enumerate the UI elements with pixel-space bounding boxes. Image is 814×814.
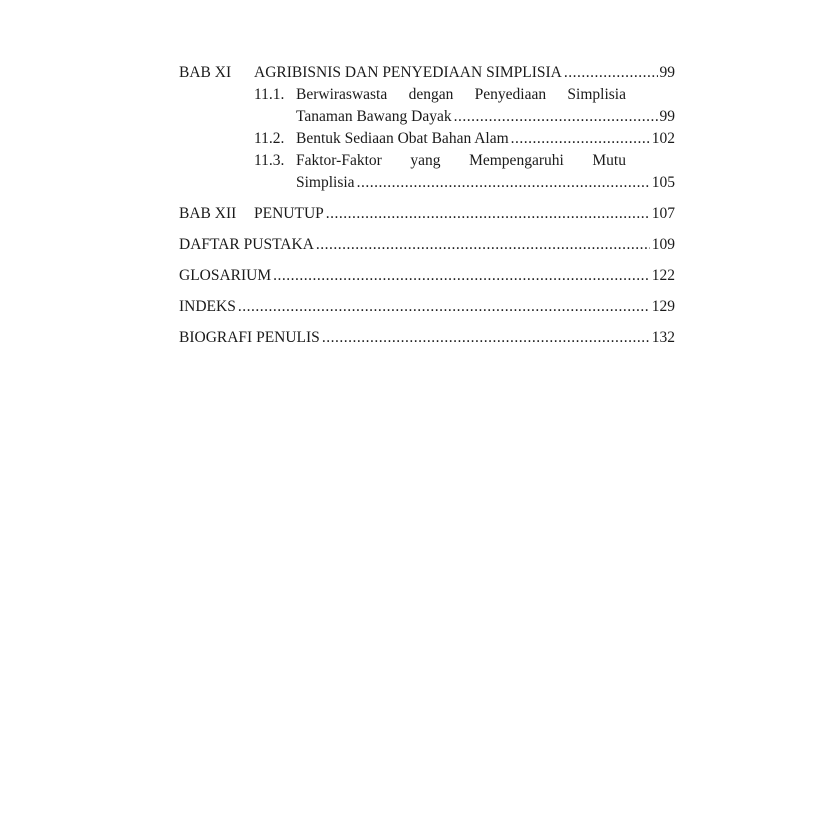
page-number: 132: [651, 329, 675, 346]
toc-entry-11-1-line1[interactable]: [179, 84, 675, 106]
page-number: 99: [659, 64, 675, 81]
dot-leader: [238, 296, 650, 318]
page-number: 122: [651, 267, 675, 284]
section-title-line2: Simplisia: [296, 174, 355, 191]
toc-entry-biografi-penulis[interactable]: [179, 327, 675, 349]
section-title-word: Simplisia: [567, 86, 626, 103]
chapter-label: BAB XII: [179, 205, 237, 222]
dot-leader: [273, 265, 650, 287]
section-title-word: dengan: [408, 86, 454, 103]
toc-entry-11-3-line1[interactable]: [179, 150, 675, 172]
chapter-title: AGRIBISNIS DAN PENYEDIAAN SIMPLISIA: [254, 64, 562, 81]
section-number: 11.2.: [254, 130, 285, 147]
table-of-contents: [179, 62, 675, 349]
entry-title: BIOGRAFI PENULIS: [179, 329, 320, 346]
dot-leader: [316, 234, 650, 256]
page-number: 99: [659, 108, 675, 125]
entry-title: DAFTAR PUSTAKA: [179, 236, 314, 253]
chapter-title: PENUTUP: [254, 205, 324, 222]
section-title-line2: Tanaman Bawang Dayak: [296, 108, 452, 125]
toc-entry-11-3-line2[interactable]: [179, 172, 675, 194]
dot-leader: [322, 327, 650, 349]
dot-leader: [357, 172, 650, 194]
page-number: 107: [651, 205, 675, 222]
dot-leader: [454, 106, 658, 128]
dot-leader: [564, 62, 658, 84]
section-title-word: Faktor-Faktor: [296, 152, 382, 169]
toc-entry-bab-xii[interactable]: [179, 203, 675, 225]
toc-entry-daftar-pustaka[interactable]: [179, 234, 675, 256]
dot-leader: [511, 128, 650, 150]
toc-entry-bab-xi[interactable]: [179, 62, 675, 84]
section-number: 11.3.: [254, 152, 285, 169]
entry-title: INDEKS: [179, 298, 236, 315]
dot-leader: [326, 203, 650, 225]
section-title-word: Berwiraswasta: [296, 86, 388, 103]
section-title-word: Penyediaan: [474, 86, 547, 103]
toc-entry-indeks[interactable]: [179, 296, 675, 318]
section-title-word: yang: [410, 152, 441, 169]
page-number: 109: [651, 236, 675, 253]
section-title-word: Mutu: [592, 152, 626, 169]
page-number: 105: [651, 174, 675, 191]
toc-entry-11-2[interactable]: [179, 128, 675, 150]
page-number: 129: [651, 298, 675, 315]
toc-entry-11-1-line2[interactable]: [179, 106, 675, 128]
section-number: 11.1.: [254, 86, 285, 103]
section-title-word: Mempengaruhi: [469, 152, 564, 169]
toc-entry-glosarium[interactable]: [179, 265, 675, 287]
page-number: 102: [651, 130, 675, 147]
chapter-label: BAB XI: [179, 64, 232, 81]
section-title-line1: [296, 84, 675, 106]
section-title-line1: [296, 150, 675, 172]
entry-title: GLOSARIUM: [179, 267, 272, 284]
section-title: Bentuk Sediaan Obat Bahan Alam: [296, 130, 509, 147]
